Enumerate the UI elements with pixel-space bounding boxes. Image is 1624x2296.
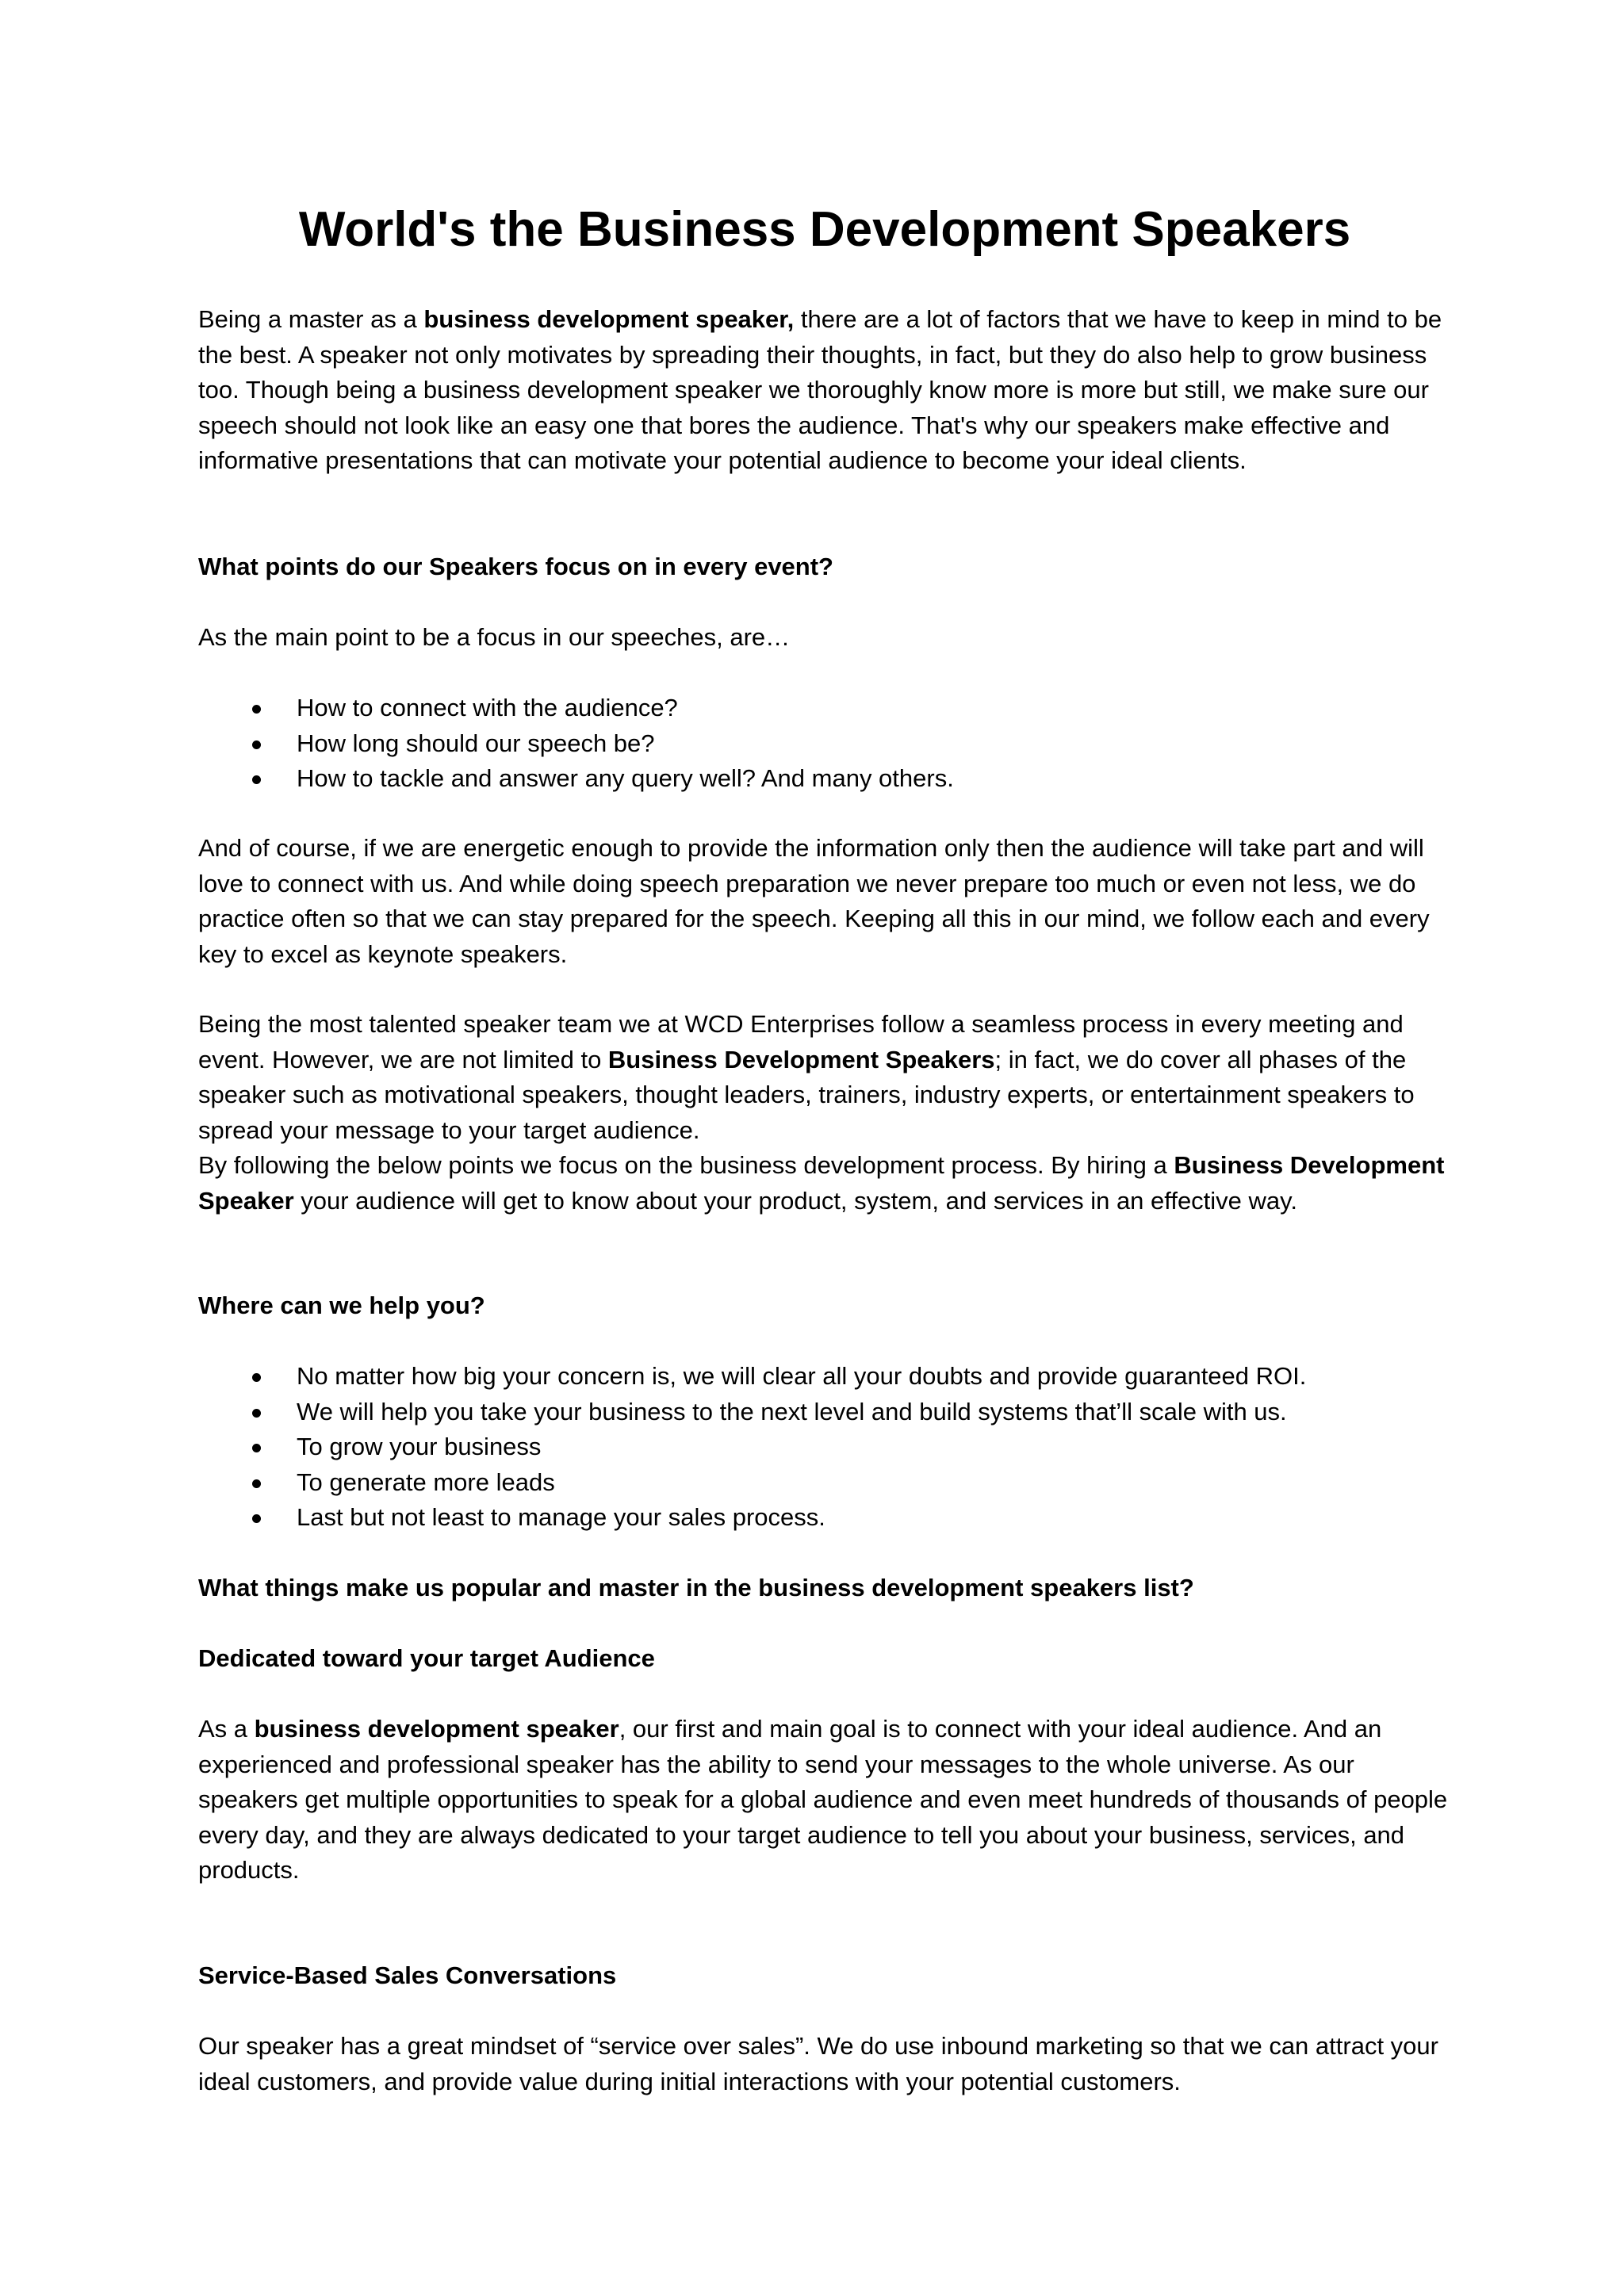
heading-dedicated (198, 1641, 1451, 1677)
heading-dedicated-text: Dedicated toward your target Audience (198, 1644, 655, 1672)
heading-popular (198, 1571, 1451, 1606)
intro-bold-term: business development speaker, (423, 305, 795, 333)
list-item-text: How to tackle and answer any query well? And many others. (297, 764, 954, 793)
team-text-end: ; in fact, we do cover all phases of the speaker such as motivational speakers, thought leaders, trainers, industry experts, or entertainment speakers to spread your message to your target audience. (198, 1045, 1415, 1144)
list-item (198, 691, 1451, 726)
intro-text-start: Being a master as a (198, 305, 424, 333)
list-item (198, 1429, 1451, 1465)
list-item (198, 1359, 1451, 1395)
list-item (198, 1395, 1451, 1430)
heading-help-text: Where can we help you? (198, 1292, 485, 1319)
bullet-icon (252, 1409, 261, 1418)
bullet-icon (252, 775, 261, 784)
energetic-paragraph-text: And of course, if we are energetic enough to provide the information only then the audience will take part and will love to connect with us. And while doing speech preparation we never prepare too much or even not less, we do practice often so that we can stay prepared for the speech. Keeping all this in our mind, we follow each and every key to excel as keynote speakers. (198, 834, 1430, 968)
focus-lead-text: As the main point to be a focus in our speeches, are… (198, 623, 791, 651)
heading-service-text: Service-Based Sales Conversations (198, 1961, 617, 1989)
intro-paragraph (198, 302, 1451, 479)
intro-text-end: there are a lot of factors that we have to keep in mind to be the best. A speaker not only motivates by spreading their thoughts, in fact, but they do also help to grow business too. Though being a business development speaker we thoroughly know more is more but still, we make sure our speech should not look like an easy one that bores the audience. That's why our speakers make effective and informative presentations that can motivate your potential audience to become your ideal clients. (198, 305, 1442, 475)
bullet-icon (252, 1373, 261, 1382)
focus-list (198, 691, 1451, 797)
dedicated-text-end: , our first and main goal is to connect with your ideal audience. And an experienced and professional speaker has the ability to send your messages to the whole universe. As our speakers get multiple opportunities to speak for a global audience and even meet hundreds of thousands of people every day, and they are always dedicated to your target audience to tell you about your business, services, and products. (198, 1715, 1448, 1885)
list-item-text: We will help you take your business to the next level and build systems that’ll scale with us. (297, 1397, 1287, 1425)
service-paragraph-text: Our speaker has a great mindset of “service over sales”. We do use inbound marketing so that we can attract your ideal customers, and provide value during initial interactions with your potential customers. (198, 2032, 1438, 2095)
page-title: World's the Business Development Speakers (298, 202, 1351, 257)
list-item-text: To grow your business (297, 1433, 542, 1461)
list-item-text: To generate more leads (297, 1468, 555, 1496)
list-item (198, 761, 1451, 797)
heading-service (198, 1958, 1451, 1994)
team-text-start: Being the most talented speaker team we at WCD Enterprises follow a seamless process in every meeting and event. However, we are not limited to (198, 1010, 1404, 1073)
dedicated-paragraph (198, 1712, 1451, 1888)
service-paragraph (198, 2029, 1451, 2099)
list-item-text: No matter how big your concern is, we will clear all your doubts and provide guaranteed ROI. (297, 1362, 1307, 1390)
dedicated-text-start: As a (198, 1715, 255, 1743)
list-item (198, 726, 1451, 762)
bullet-icon (252, 1444, 261, 1452)
list-item (198, 1500, 1451, 1536)
following-text-start: By following the below points we focus on the business development process. By hiring a (198, 1151, 1174, 1180)
list-item-text: How to connect with the audience? (297, 694, 678, 721)
heading-popular-text: What things make us popular and master in the business development speakers list? (198, 1574, 1194, 1601)
bullet-icon (252, 1479, 261, 1488)
bullet-icon (252, 740, 261, 749)
following-text-end: your audience will get to know about your product, system, and services in an effective way. (293, 1186, 1297, 1215)
focus-lead (198, 620, 1451, 656)
team-paragraph (198, 1007, 1451, 1219)
list-item-text: How long should our speech be? (297, 729, 655, 757)
help-list (198, 1359, 1451, 1536)
list-item (198, 1465, 1451, 1501)
list-item-text: Last but not least to manage your sales process. (297, 1503, 825, 1532)
team-bold-term: Business Development Speakers (607, 1045, 995, 1073)
energetic-paragraph (198, 831, 1451, 972)
dedicated-bold-term: business development speaker (254, 1715, 619, 1743)
heading-focus (198, 549, 1451, 585)
heading-focus-text: What points do our Speakers focus on in every event? (198, 553, 833, 580)
bullet-icon (252, 1514, 261, 1523)
bullet-icon (252, 705, 261, 714)
following-bold-term: Business Development Speaker (198, 1151, 1445, 1215)
heading-help (198, 1288, 1451, 1324)
